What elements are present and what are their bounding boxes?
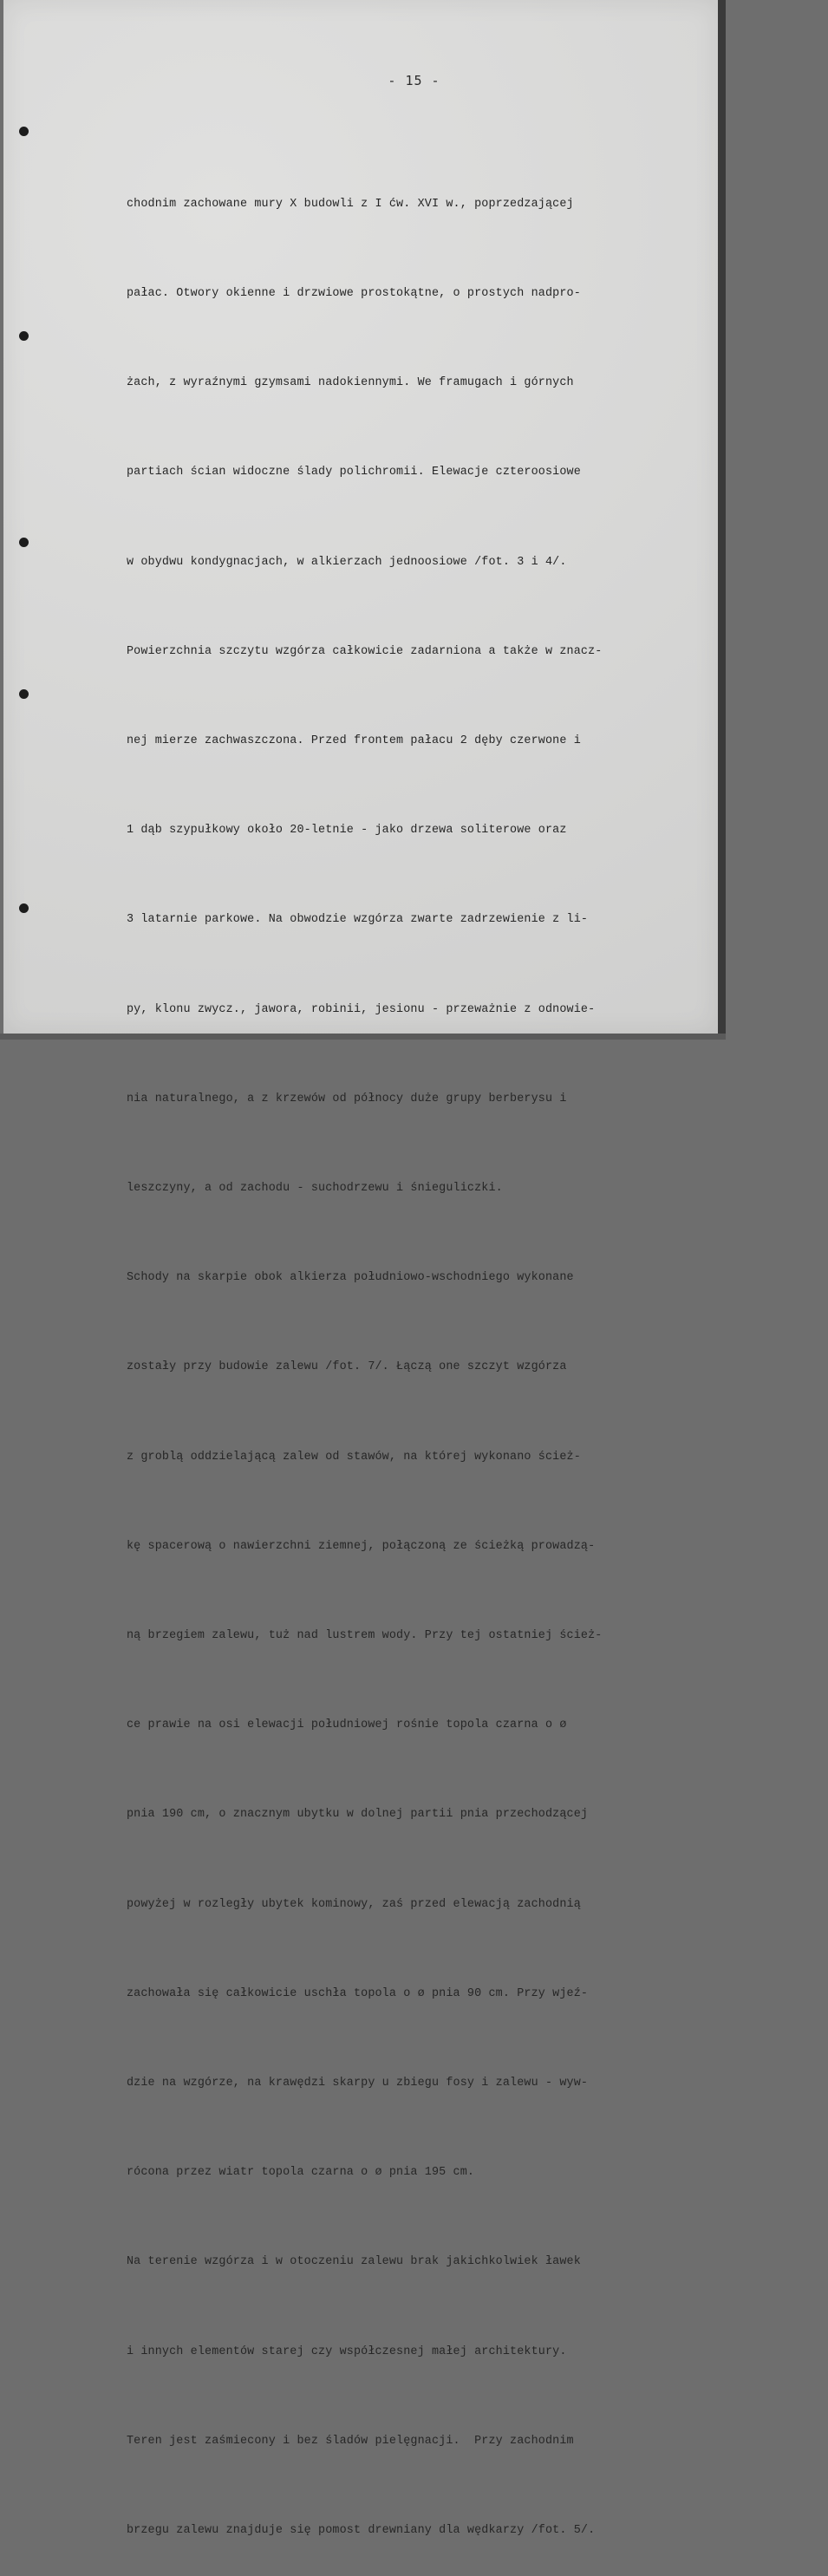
text-line: Teren jest zaśmiecony i bez śladów pielęgnacji. Przy zachodnim bbox=[127, 2434, 574, 2448]
text-line: ce prawie na osi elewacji południowej rośnie topola czarna o ø bbox=[127, 1718, 567, 1732]
text-line: zachowała się całkowicie uschła topola o ø pnia 90 cm. Przy wjeź- bbox=[127, 1986, 589, 2000]
text-line: pałac. Otwory okienne i drzwiowe prostokątne, o prostych nadpro- bbox=[127, 287, 581, 301]
text-line: pnia 190 cm, o znacznym ubytku w dolnej partii pnia przechodzącej bbox=[127, 1808, 589, 1822]
punch-hole-icon bbox=[19, 538, 29, 547]
text-line: Powierzchnia szczytu wzgórza całkowicie zadarniona a także w znacz- bbox=[127, 644, 603, 658]
text-line: py, klonu zwycz., jawora, robinii, jesionu - przeważnie z odnowie- bbox=[127, 1002, 596, 1016]
text-line: nia naturalnego, a z krzewów od północy duże grupy berberysu i bbox=[127, 1092, 567, 1105]
punch-hole-icon bbox=[19, 903, 29, 913]
text-line: z groblą oddzielającą zalew od stawów, na której wykonano ścież- bbox=[127, 1450, 581, 1464]
text-line: powyżej w rozległy ubytek kominowy, zaś przed elewacją zachodnią bbox=[127, 1897, 581, 1911]
punch-hole-icon bbox=[19, 689, 29, 699]
text-line: ną brzegiem zalewu, tuż nad lustrem wody. Przy tej ostatniej ścież- bbox=[127, 1629, 603, 1643]
text-line: leszczyny, a od zachodu - suchodrzewu i śnieguliczki. bbox=[127, 1182, 503, 1196]
body-text bbox=[127, 130, 725, 2576]
text-line: kę spacerową o nawierzchni ziemnej, połączoną ze ścieżką prowadzą- bbox=[127, 1539, 596, 1553]
text-line: Schody na skarpie obok alkierza południowo-wschodniego wykonane bbox=[127, 1271, 574, 1285]
text-line: 3 latarnie parkowe. Na obwodzie wzgórza zwarte zadrzewienie z li- bbox=[127, 913, 589, 927]
text-line: Na terenie wzgórza i w otoczeniu zalewu brak jakichkolwiek ławek bbox=[127, 2255, 581, 2269]
text-line: chodnim zachowane mury X budowli z I ćw. XVI w., poprzedzającej bbox=[127, 197, 574, 211]
punch-hole-icon bbox=[19, 331, 29, 341]
punch-hole-icon bbox=[19, 127, 29, 136]
text-line: 1 dąb szypułkowy około 20-letnie - jako drzewa soliterowe oraz bbox=[127, 824, 567, 838]
text-line: brzegu zalewu znajduje się pomost drewniany dla wędkarzy /fot. 5/. bbox=[127, 2524, 596, 2538]
text-line: nej mierze zachwaszczona. Przed frontem pałacu 2 dęby czerwone i bbox=[127, 734, 581, 748]
text-line: i innych elementów starej czy współczesnej małej architektury. bbox=[127, 2344, 567, 2358]
text-line: żach, z wyraźnymi gzymsami nadokiennymi. We framugach i górnych bbox=[127, 376, 574, 390]
text-line: dzie na wzgórze, na krawędzi skarpy u zbiegu fosy i zalewu - wyw- bbox=[127, 2077, 589, 2090]
text-line: partiach ścian widoczne ślady polichromii. Elewacje czteroosiowe bbox=[127, 466, 581, 479]
text-line: zostały przy budowie zalewu /fot. 7/. Łączą one szczyt wzgórza bbox=[127, 1360, 567, 1374]
page-number: - 15 - bbox=[388, 73, 440, 88]
text-line: rócona przez wiatr topola czarna o ø pnia 195 cm. bbox=[127, 2166, 475, 2180]
text-line: w obydwu kondygnacjach, w alkierzach jednoosiowe /fot. 3 i 4/. bbox=[127, 555, 567, 569]
